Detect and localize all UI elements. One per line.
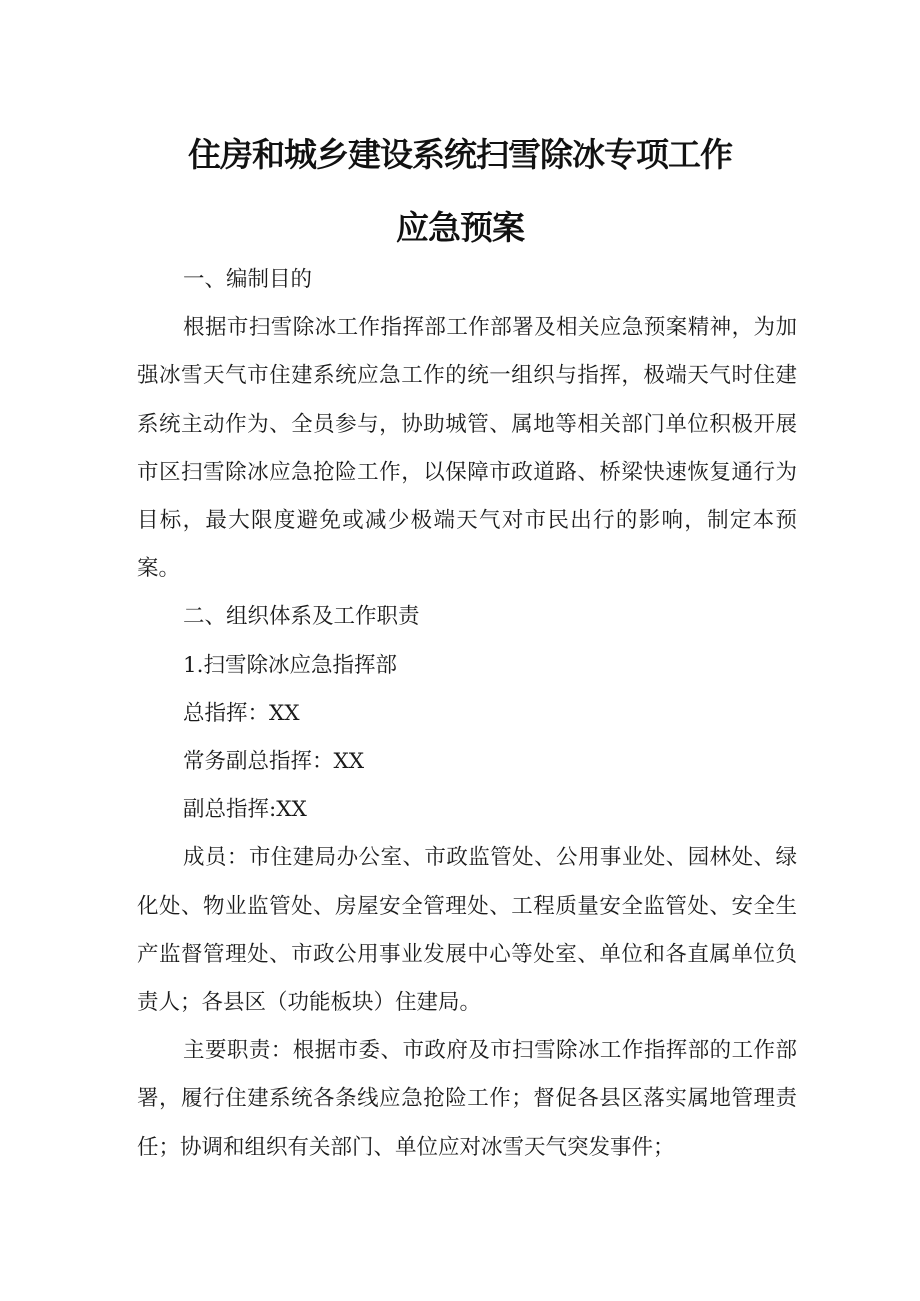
commander-line: 总指挥：XX xyxy=(183,700,300,726)
deputy-commander-line: 副总指挥:XX xyxy=(183,797,307,823)
subsection-heading-command: 1.扫雪除冰应急指挥部 xyxy=(183,652,398,678)
section-heading-organization: 二、组织体系及工作职责 xyxy=(183,604,420,630)
document-title-line-2: 应急预案 xyxy=(396,208,524,247)
paragraph-responsibilities: 主要职责：根据市委、市政府及市扫雪除冰工作指挥部的工作部署，履行住建系统各条线应急抢险工作；督促各县区落实属地管理责任；协调和组织有关部门、单位应对冰雪天气突发事件； xyxy=(137,1038,797,1160)
document-body xyxy=(137,256,797,1172)
section-heading-purpose: 一、编制目的 xyxy=(183,267,313,292)
paragraph-purpose: 根据市扫雪除冰工作指挥部工作部署及相关应急预案精神，为加强冰雪天气市住建系统应急工作的统一组织与指挥，极端天气时住建系统主动作为、全员参与，协助城管、属地等相关部门单位积极开展市区扫雪除冰应急抢险工作，以保障市政道路、桥梁快速恢复通行为目标，最大限度避免或减少极端天气对市民出行的影响，制定本预案。 xyxy=(137,315,797,582)
paragraph-members: 成员：市住建局办公室、市政监管处、公用事业处、园林处、绿化处、物业监管处、房屋安全管理处、工程质量安全监管处、安全生产监督管理处、市政公用事业发展中心等处室、单位和各直属单位负责人；各县区（功能板块）住建局。 xyxy=(137,845,797,1016)
executive-deputy-commander-line: 常务副总指挥：XX xyxy=(183,749,365,775)
document-title-line-1: 住房和城乡建设系统扫雪除冰专项工作 xyxy=(188,135,732,174)
